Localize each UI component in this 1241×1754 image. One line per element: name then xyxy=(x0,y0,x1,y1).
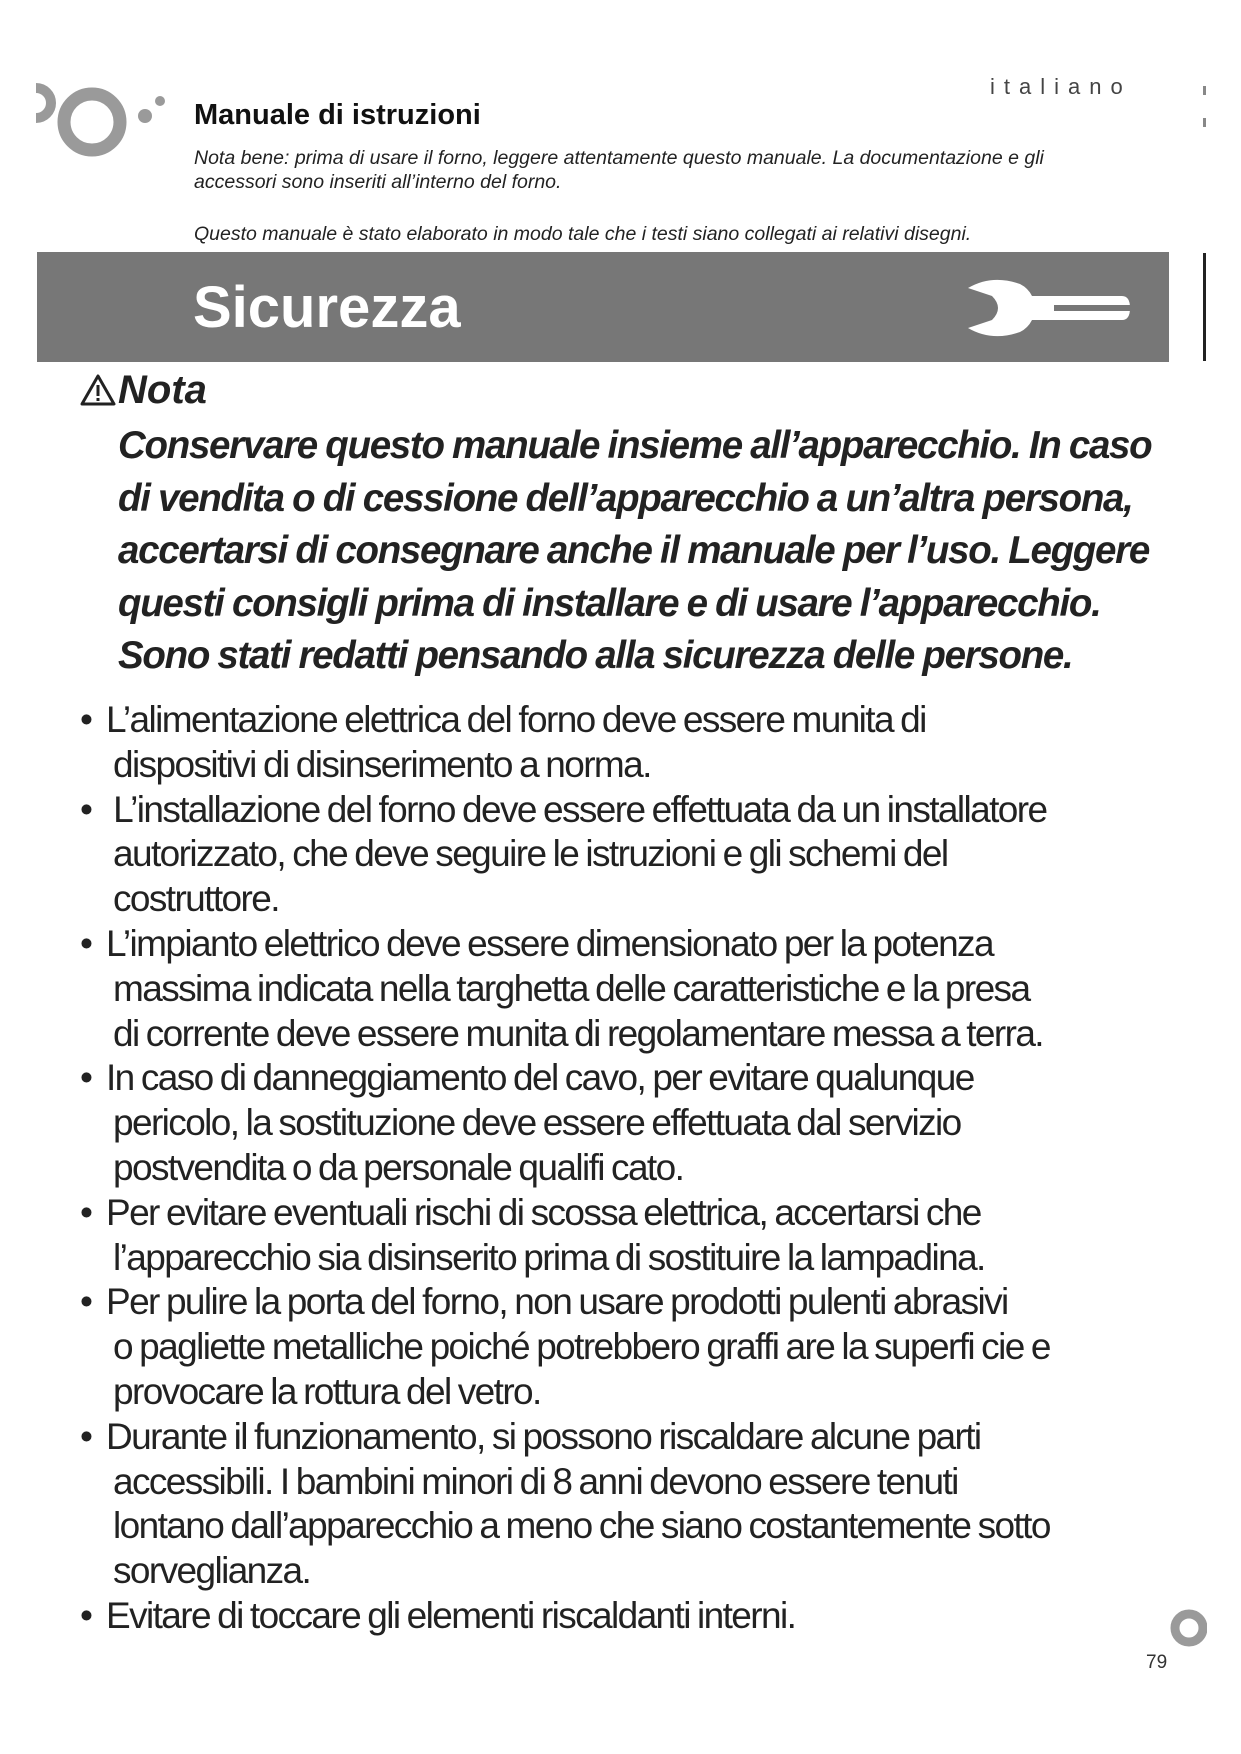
bullet-line: di corrente deve essere munita di regolamentare messa a terra. xyxy=(113,1012,1043,1054)
bullet-line: Per pulire la porta del forno, non usare prodotti pulenti abrasivi xyxy=(106,1281,1008,1323)
bullet-dot: • xyxy=(80,699,93,740)
bullet-line: pericolo, la sostituzione deve essere effettuata dal servizio xyxy=(113,1102,961,1144)
manual-title: Manuale di istruzioni xyxy=(194,99,481,131)
bullet-dot: • xyxy=(80,1057,93,1099)
brand-logo-icon xyxy=(30,74,170,184)
bullet-line: costruttore. xyxy=(113,878,279,920)
edge-line xyxy=(1203,253,1206,361)
bullet-line: L’impianto elettrico deve essere dimensionato per la potenza xyxy=(106,922,993,964)
note-heading xyxy=(80,368,207,412)
ring-decoration-icon xyxy=(1165,1604,1207,1652)
bullet-line: accessibili. I bambini minori di 8 anni devono essere tenuti xyxy=(113,1460,958,1502)
bullet-line: Durante il funzionamento, si possono riscaldare alcune parti xyxy=(106,1415,981,1457)
note-line: accertarsi di consegnare anche il manuale per l’uso. Leggere xyxy=(118,529,1149,572)
bullet-item xyxy=(80,1056,1050,1190)
warning-triangle-icon xyxy=(80,373,116,407)
bullet-line: postvendita o da personale qualifi cato. xyxy=(113,1146,684,1188)
intro-line-2: accessori sono inseriti all’interno del forno. xyxy=(194,171,562,193)
bullet-line: Evitare di toccare gli elementi riscaldanti interni. xyxy=(106,1594,796,1636)
bullet-line: massima indicata nella targhetta delle caratteristiche e la presa xyxy=(113,967,1030,1009)
bullet-item xyxy=(80,1594,1050,1639)
note-line: questi consigli prima di installare e di usare l’apparecchio. xyxy=(118,581,1101,625)
bullet-dot: • xyxy=(80,788,93,830)
note-text xyxy=(118,420,1151,683)
bullet-line: l’apparecchio sia disinserito prima di sostituire la lampadina. xyxy=(113,1236,985,1278)
note-label: Nota xyxy=(118,367,207,412)
bullet-line: In caso di danneggiamento del cavo, per evitare qualunque xyxy=(106,1057,974,1099)
section-title: Sicurezza xyxy=(193,275,461,340)
bullet-line: L’alimentazione elettrica del forno deve essere munita di xyxy=(106,699,926,740)
intro-line-3: Questo manuale è stato elaborato in modo tale che i testi siano collegati ai relativi disegni. xyxy=(194,223,972,245)
bullet-item xyxy=(80,1415,1050,1594)
bullet-dot: • xyxy=(80,1191,93,1233)
note-line: di vendita o di cessione dell’apparecchio a un’altra persona, xyxy=(118,476,1133,520)
edge-mark xyxy=(1203,118,1206,127)
bullet-line: dispositivi di disinserimento a norma. xyxy=(113,743,651,785)
bullet-dot: • xyxy=(80,1281,93,1323)
bullet-item xyxy=(80,1280,1050,1414)
note-line: Sono stati redatti pensando alla sicurezza delle persone. xyxy=(118,634,1073,677)
bullet-line: lontano dall’apparecchio a meno che siano costantemente sotto xyxy=(113,1505,1050,1547)
safety-bullet-list xyxy=(80,698,1050,1639)
bullet-dot: • xyxy=(80,1594,93,1636)
bullet-line: sorveglianza. xyxy=(113,1550,311,1592)
language-label: italiano xyxy=(990,74,1132,99)
bullet-dot: • xyxy=(80,922,93,964)
bullet-line: o pagliette metalliche poiché potrebbero graffi are la superfi cie e xyxy=(113,1326,1050,1368)
bullet-line: Per evitare eventuali rischi di scossa elettrica, accertarsi che xyxy=(106,1191,981,1233)
bullet-item xyxy=(80,1191,1050,1281)
bullet-line: L’installazione del forno deve essere effettuata da un installatore xyxy=(106,788,1047,830)
page-number: 79 xyxy=(1146,1652,1168,1673)
bullet-line: provocare la rottura del vetro. xyxy=(113,1370,541,1412)
section-banner xyxy=(37,252,1169,362)
bullet-item xyxy=(80,698,1050,788)
intro-line-1: Nota bene: prima di usare il forno, leggere attentamente questo manuale. La documentazione e gli xyxy=(194,147,1044,169)
bullet-item xyxy=(80,922,1050,1056)
wrench-icon xyxy=(962,276,1132,340)
note-line: Conservare questo manuale insieme all’apparecchio. In caso xyxy=(118,424,1152,467)
edge-mark xyxy=(1203,86,1206,95)
bullet-line: autorizzato, che deve seguire le istruzioni e gli schemi del xyxy=(113,833,948,875)
bullet-item xyxy=(80,788,1050,922)
bullet-dot: • xyxy=(80,1415,93,1457)
